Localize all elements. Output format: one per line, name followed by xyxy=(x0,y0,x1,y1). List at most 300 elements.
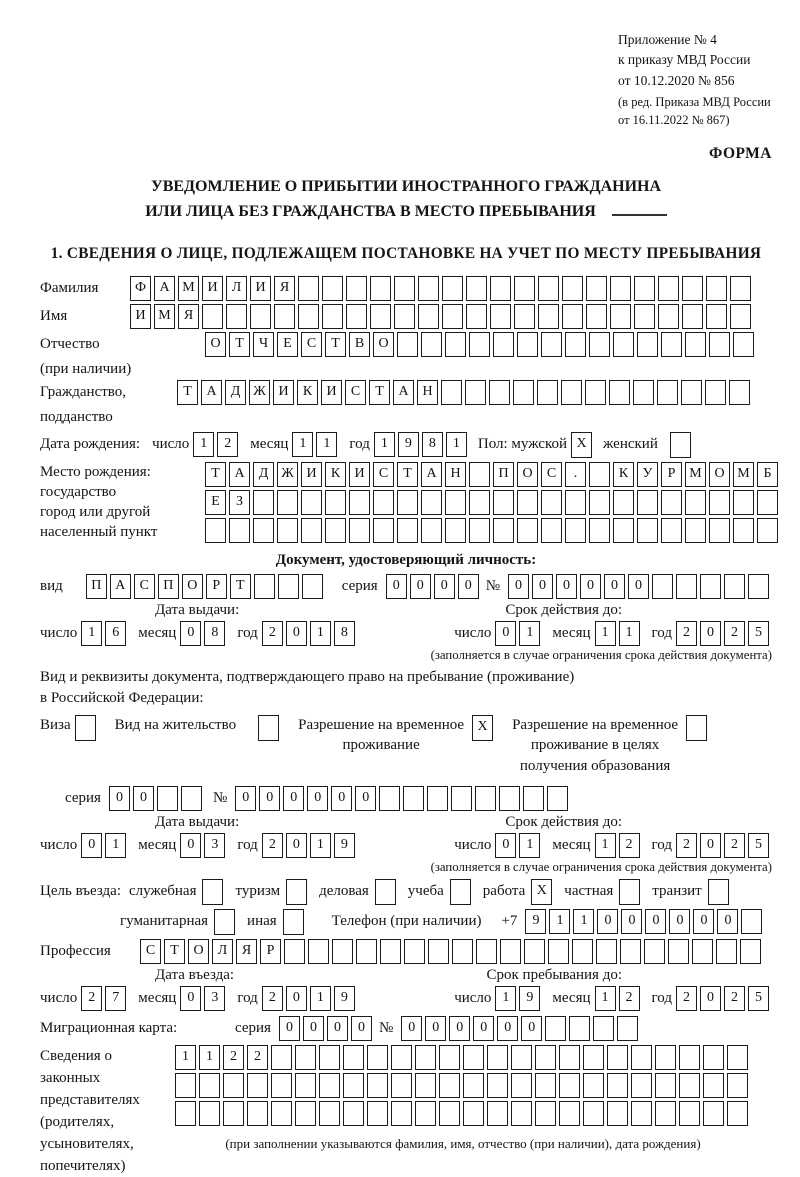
char-box[interactable] xyxy=(356,939,377,964)
char-box[interactable] xyxy=(175,1073,196,1098)
char-box[interactable]: 0 xyxy=(458,574,479,599)
char-box[interactable]: С xyxy=(541,462,562,487)
char-box[interactable] xyxy=(631,1073,652,1098)
char-box[interactable] xyxy=(633,380,654,405)
char-box[interactable]: И xyxy=(301,462,322,487)
char-box[interactable]: 3 xyxy=(204,833,225,858)
char-box[interactable] xyxy=(657,380,678,405)
char-box[interactable] xyxy=(319,1045,340,1070)
char-box[interactable] xyxy=(729,380,750,405)
char-box[interactable] xyxy=(202,304,223,329)
char-box[interactable] xyxy=(302,574,323,599)
char-box[interactable]: Ж xyxy=(277,462,298,487)
char-box[interactable] xyxy=(589,490,610,515)
char-box[interactable] xyxy=(295,1101,316,1126)
char-box[interactable] xyxy=(451,786,472,811)
char-box[interactable]: 1 xyxy=(619,621,640,646)
char-box[interactable] xyxy=(658,304,679,329)
char-box[interactable]: 0 xyxy=(700,833,721,858)
char-box[interactable]: 2 xyxy=(81,986,102,1011)
char-box[interactable]: О xyxy=(709,462,730,487)
char-box[interactable] xyxy=(535,1073,556,1098)
char-box[interactable]: 0 xyxy=(434,574,455,599)
char-box[interactable] xyxy=(583,1073,604,1098)
char-box[interactable] xyxy=(367,1073,388,1098)
char-box[interactable]: 0 xyxy=(580,574,601,599)
char-box[interactable] xyxy=(493,332,514,357)
char-box[interactable]: Т xyxy=(229,332,250,357)
char-box[interactable] xyxy=(499,786,520,811)
char-box[interactable] xyxy=(565,518,586,543)
char-box[interactable]: 2 xyxy=(262,621,283,646)
char-box[interactable] xyxy=(490,276,511,301)
char-box[interactable]: Я xyxy=(274,276,295,301)
char-box[interactable]: 0 xyxy=(286,986,307,1011)
char-box[interactable]: 0 xyxy=(303,1016,324,1041)
char-box[interactable] xyxy=(343,1045,364,1070)
char-box[interactable] xyxy=(223,1073,244,1098)
char-box[interactable] xyxy=(229,518,250,543)
purpose-private-checkbox[interactable] xyxy=(619,879,640,905)
char-box[interactable] xyxy=(565,490,586,515)
char-box[interactable]: И xyxy=(250,276,271,301)
char-box[interactable] xyxy=(644,939,665,964)
char-box[interactable] xyxy=(445,518,466,543)
char-box[interactable] xyxy=(421,490,442,515)
temp-permit-checkbox[interactable]: X xyxy=(472,715,493,741)
visa-checkbox[interactable] xyxy=(75,715,96,741)
char-box[interactable]: 0 xyxy=(355,786,376,811)
char-box[interactable]: Л xyxy=(212,939,233,964)
char-box[interactable]: 0 xyxy=(628,574,649,599)
char-box[interactable]: О xyxy=(182,574,203,599)
char-box[interactable] xyxy=(709,518,730,543)
char-box[interactable] xyxy=(565,332,586,357)
temp-permit-edu-checkbox[interactable] xyxy=(686,715,707,741)
char-box[interactable] xyxy=(652,574,673,599)
char-box[interactable] xyxy=(157,786,178,811)
char-box[interactable]: 0 xyxy=(521,1016,542,1041)
char-box[interactable] xyxy=(271,1101,292,1126)
char-box[interactable] xyxy=(397,490,418,515)
char-box[interactable] xyxy=(463,1101,484,1126)
char-box[interactable] xyxy=(727,1073,748,1098)
char-box[interactable] xyxy=(301,490,322,515)
char-box[interactable]: Т xyxy=(164,939,185,964)
char-box[interactable]: 1 xyxy=(316,432,337,457)
char-box[interactable] xyxy=(586,276,607,301)
char-box[interactable] xyxy=(346,276,367,301)
char-box[interactable]: 1 xyxy=(519,833,540,858)
char-box[interactable]: 0 xyxy=(645,909,666,934)
char-box[interactable]: С xyxy=(134,574,155,599)
char-box[interactable] xyxy=(418,276,439,301)
char-box[interactable] xyxy=(373,490,394,515)
char-box[interactable]: 2 xyxy=(262,986,283,1011)
char-box[interactable] xyxy=(489,380,510,405)
char-box[interactable] xyxy=(655,1045,676,1070)
char-box[interactable] xyxy=(730,304,751,329)
char-box[interactable] xyxy=(394,304,415,329)
char-box[interactable]: 2 xyxy=(223,1045,244,1070)
char-box[interactable] xyxy=(559,1045,580,1070)
char-box[interactable]: А xyxy=(421,462,442,487)
char-box[interactable]: А xyxy=(393,380,414,405)
char-box[interactable] xyxy=(609,380,630,405)
char-box[interactable] xyxy=(733,332,754,357)
char-box[interactable] xyxy=(421,332,442,357)
char-box[interactable] xyxy=(658,276,679,301)
char-box[interactable]: 8 xyxy=(422,432,443,457)
char-box[interactable] xyxy=(295,1045,316,1070)
char-box[interactable]: 9 xyxy=(519,986,540,1011)
char-box[interactable] xyxy=(284,939,305,964)
char-box[interactable] xyxy=(343,1073,364,1098)
char-box[interactable]: 2 xyxy=(724,833,745,858)
char-box[interactable]: 2 xyxy=(676,833,697,858)
char-box[interactable] xyxy=(325,490,346,515)
char-box[interactable] xyxy=(541,332,562,357)
char-box[interactable]: 2 xyxy=(217,432,238,457)
char-box[interactable] xyxy=(367,1045,388,1070)
char-box[interactable]: 9 xyxy=(334,986,355,1011)
char-box[interactable] xyxy=(469,332,490,357)
char-box[interactable]: 0 xyxy=(449,1016,470,1041)
char-box[interactable]: 6 xyxy=(105,621,126,646)
char-box[interactable]: 9 xyxy=(525,909,546,934)
char-box[interactable]: 7 xyxy=(105,986,126,1011)
char-box[interactable] xyxy=(682,276,703,301)
char-box[interactable] xyxy=(397,518,418,543)
char-box[interactable]: 0 xyxy=(286,621,307,646)
char-box[interactable] xyxy=(586,304,607,329)
char-box[interactable] xyxy=(445,490,466,515)
char-box[interactable] xyxy=(441,380,462,405)
char-box[interactable] xyxy=(706,304,727,329)
char-box[interactable]: 1 xyxy=(292,432,313,457)
char-box[interactable]: И xyxy=(273,380,294,405)
char-box[interactable] xyxy=(322,276,343,301)
char-box[interactable]: 3 xyxy=(204,986,225,1011)
char-box[interactable]: Т xyxy=(205,462,226,487)
char-box[interactable]: 0 xyxy=(259,786,280,811)
char-box[interactable] xyxy=(583,1101,604,1126)
char-box[interactable] xyxy=(175,1101,196,1126)
char-box[interactable]: 0 xyxy=(604,574,625,599)
char-box[interactable] xyxy=(380,939,401,964)
char-box[interactable]: О xyxy=(517,462,538,487)
purpose-official-checkbox[interactable] xyxy=(202,879,223,905)
char-box[interactable] xyxy=(319,1073,340,1098)
char-box[interactable] xyxy=(655,1101,676,1126)
char-box[interactable]: С xyxy=(140,939,161,964)
char-box[interactable]: Я xyxy=(236,939,257,964)
char-box[interactable] xyxy=(322,304,343,329)
char-box[interactable] xyxy=(607,1073,628,1098)
purpose-work-checkbox[interactable]: X xyxy=(531,879,552,905)
char-box[interactable]: Т xyxy=(325,332,346,357)
char-box[interactable]: 1 xyxy=(193,432,214,457)
char-box[interactable] xyxy=(524,939,545,964)
char-box[interactable] xyxy=(538,304,559,329)
char-box[interactable] xyxy=(421,518,442,543)
char-box[interactable]: 0 xyxy=(109,786,130,811)
char-box[interactable] xyxy=(428,939,449,964)
char-box[interactable] xyxy=(620,939,641,964)
purpose-tourism-checkbox[interactable] xyxy=(286,879,307,905)
char-box[interactable] xyxy=(541,518,562,543)
char-box[interactable] xyxy=(535,1101,556,1126)
char-box[interactable]: 0 xyxy=(669,909,690,934)
char-box[interactable] xyxy=(298,276,319,301)
char-box[interactable] xyxy=(514,304,535,329)
char-box[interactable] xyxy=(757,518,778,543)
char-box[interactable]: О xyxy=(205,332,226,357)
char-box[interactable] xyxy=(445,332,466,357)
char-box[interactable]: Е xyxy=(277,332,298,357)
char-box[interactable] xyxy=(559,1101,580,1126)
char-box[interactable]: И xyxy=(321,380,342,405)
char-box[interactable]: 1 xyxy=(310,833,331,858)
char-box[interactable] xyxy=(391,1073,412,1098)
char-box[interactable] xyxy=(637,332,658,357)
char-box[interactable]: Ф xyxy=(130,276,151,301)
char-box[interactable] xyxy=(403,786,424,811)
char-box[interactable]: 1 xyxy=(446,432,467,457)
char-box[interactable]: Б xyxy=(757,462,778,487)
char-box[interactable] xyxy=(716,939,737,964)
char-box[interactable]: 0 xyxy=(425,1016,446,1041)
char-box[interactable]: 0 xyxy=(180,621,201,646)
char-box[interactable] xyxy=(733,518,754,543)
char-box[interactable] xyxy=(541,490,562,515)
char-box[interactable] xyxy=(308,939,329,964)
char-box[interactable] xyxy=(517,518,538,543)
residence-permit-checkbox[interactable] xyxy=(258,715,279,741)
char-box[interactable] xyxy=(562,304,583,329)
char-box[interactable]: 5 xyxy=(748,621,769,646)
char-box[interactable]: 1 xyxy=(595,986,616,1011)
char-box[interactable] xyxy=(706,276,727,301)
char-box[interactable]: 0 xyxy=(307,786,328,811)
char-box[interactable] xyxy=(404,939,425,964)
char-box[interactable]: 0 xyxy=(401,1016,422,1041)
char-box[interactable]: 1 xyxy=(374,432,395,457)
char-box[interactable] xyxy=(547,786,568,811)
char-box[interactable]: Д xyxy=(253,462,274,487)
char-box[interactable]: 0 xyxy=(331,786,352,811)
char-box[interactable]: О xyxy=(188,939,209,964)
char-box[interactable] xyxy=(277,518,298,543)
char-box[interactable]: М xyxy=(685,462,706,487)
purpose-study-checkbox[interactable] xyxy=(450,879,471,905)
char-box[interactable] xyxy=(724,574,745,599)
char-box[interactable] xyxy=(637,518,658,543)
char-box[interactable] xyxy=(319,1101,340,1126)
char-box[interactable] xyxy=(511,1101,532,1126)
char-box[interactable] xyxy=(349,490,370,515)
char-box[interactable]: С xyxy=(301,332,322,357)
char-box[interactable]: К xyxy=(297,380,318,405)
char-box[interactable] xyxy=(274,304,295,329)
char-box[interactable]: И xyxy=(349,462,370,487)
char-box[interactable] xyxy=(703,1101,724,1126)
char-box[interactable]: 1 xyxy=(519,621,540,646)
char-box[interactable] xyxy=(278,574,299,599)
char-box[interactable] xyxy=(247,1101,268,1126)
char-box[interactable] xyxy=(439,1073,460,1098)
char-box[interactable]: И xyxy=(202,276,223,301)
char-box[interactable] xyxy=(583,1045,604,1070)
char-box[interactable]: 0 xyxy=(597,909,618,934)
char-box[interactable] xyxy=(415,1101,436,1126)
char-box[interactable] xyxy=(465,380,486,405)
char-box[interactable] xyxy=(469,462,490,487)
char-box[interactable] xyxy=(637,490,658,515)
char-box[interactable] xyxy=(250,304,271,329)
char-box[interactable] xyxy=(493,490,514,515)
purpose-transit-checkbox[interactable] xyxy=(708,879,729,905)
char-box[interactable] xyxy=(740,939,761,964)
char-box[interactable]: 0 xyxy=(279,1016,300,1041)
char-box[interactable]: Р xyxy=(206,574,227,599)
char-box[interactable] xyxy=(538,276,559,301)
char-box[interactable]: 0 xyxy=(386,574,407,599)
char-box[interactable] xyxy=(682,304,703,329)
char-box[interactable]: Е xyxy=(205,490,226,515)
char-box[interactable] xyxy=(367,1101,388,1126)
char-box[interactable]: 0 xyxy=(180,986,201,1011)
char-box[interactable] xyxy=(277,490,298,515)
char-box[interactable] xyxy=(537,380,558,405)
sex-male-checkbox[interactable]: X xyxy=(571,432,592,458)
char-box[interactable]: Т xyxy=(369,380,390,405)
char-box[interactable]: 1 xyxy=(549,909,570,934)
char-box[interactable] xyxy=(634,276,655,301)
char-box[interactable] xyxy=(514,276,535,301)
char-box[interactable] xyxy=(513,380,534,405)
char-box[interactable]: 0 xyxy=(283,786,304,811)
char-box[interactable]: 0 xyxy=(532,574,553,599)
char-box[interactable] xyxy=(523,786,544,811)
char-box[interactable] xyxy=(703,1073,724,1098)
char-box[interactable]: 0 xyxy=(133,786,154,811)
char-box[interactable] xyxy=(631,1101,652,1126)
char-box[interactable] xyxy=(617,1016,638,1041)
char-box[interactable] xyxy=(610,304,631,329)
char-box[interactable] xyxy=(676,574,697,599)
char-box[interactable] xyxy=(370,276,391,301)
char-box[interactable]: Н xyxy=(417,380,438,405)
char-box[interactable] xyxy=(733,490,754,515)
char-box[interactable]: М xyxy=(733,462,754,487)
char-box[interactable]: М xyxy=(178,276,199,301)
char-box[interactable]: 1 xyxy=(310,621,331,646)
char-box[interactable] xyxy=(301,518,322,543)
char-box[interactable] xyxy=(613,490,634,515)
char-box[interactable] xyxy=(681,380,702,405)
char-box[interactable] xyxy=(679,1073,700,1098)
char-box[interactable] xyxy=(271,1045,292,1070)
char-box[interactable] xyxy=(661,490,682,515)
char-box[interactable]: 1 xyxy=(310,986,331,1011)
char-box[interactable]: О xyxy=(373,332,394,357)
char-box[interactable]: 1 xyxy=(595,833,616,858)
char-box[interactable]: 0 xyxy=(621,909,642,934)
char-box[interactable] xyxy=(346,304,367,329)
char-box[interactable]: 0 xyxy=(351,1016,372,1041)
char-box[interactable]: 0 xyxy=(327,1016,348,1041)
char-box[interactable]: 0 xyxy=(717,909,738,934)
char-box[interactable]: П xyxy=(493,462,514,487)
char-box[interactable] xyxy=(613,332,634,357)
char-box[interactable]: 0 xyxy=(410,574,431,599)
char-box[interactable] xyxy=(748,574,769,599)
char-box[interactable] xyxy=(709,332,730,357)
char-box[interactable]: Л xyxy=(226,276,247,301)
char-box[interactable]: 1 xyxy=(105,833,126,858)
char-box[interactable] xyxy=(634,304,655,329)
char-box[interactable]: 8 xyxy=(204,621,225,646)
char-box[interactable] xyxy=(253,490,274,515)
char-box[interactable] xyxy=(427,786,448,811)
char-box[interactable]: В xyxy=(349,332,370,357)
char-box[interactable]: 0 xyxy=(180,833,201,858)
char-box[interactable] xyxy=(517,332,538,357)
char-box[interactable] xyxy=(391,1045,412,1070)
char-box[interactable] xyxy=(569,1016,590,1041)
char-box[interactable] xyxy=(517,490,538,515)
char-box[interactable]: Т xyxy=(230,574,251,599)
char-box[interactable] xyxy=(418,304,439,329)
char-box[interactable] xyxy=(661,518,682,543)
char-box[interactable]: 2 xyxy=(724,986,745,1011)
char-box[interactable] xyxy=(610,276,631,301)
char-box[interactable]: 0 xyxy=(693,909,714,934)
char-box[interactable]: С xyxy=(345,380,366,405)
char-box[interactable]: . xyxy=(565,462,586,487)
char-box[interactable] xyxy=(593,1016,614,1041)
char-box[interactable] xyxy=(415,1073,436,1098)
char-box[interactable] xyxy=(685,332,706,357)
char-box[interactable] xyxy=(685,518,706,543)
char-box[interactable]: 0 xyxy=(700,621,721,646)
char-box[interactable] xyxy=(205,518,226,543)
char-box[interactable]: 5 xyxy=(748,833,769,858)
char-box[interactable] xyxy=(181,786,202,811)
char-box[interactable]: К xyxy=(613,462,634,487)
char-box[interactable] xyxy=(271,1073,292,1098)
char-box[interactable] xyxy=(370,304,391,329)
char-box[interactable] xyxy=(607,1045,628,1070)
char-box[interactable] xyxy=(559,1073,580,1098)
char-box[interactable] xyxy=(589,332,610,357)
char-box[interactable] xyxy=(247,1073,268,1098)
char-box[interactable]: 1 xyxy=(595,621,616,646)
char-box[interactable]: Р xyxy=(260,939,281,964)
char-box[interactable]: З xyxy=(229,490,250,515)
char-box[interactable] xyxy=(466,276,487,301)
char-box[interactable] xyxy=(463,1045,484,1070)
char-box[interactable] xyxy=(668,939,689,964)
char-box[interactable]: И xyxy=(130,304,151,329)
char-box[interactable] xyxy=(545,1016,566,1041)
char-box[interactable] xyxy=(727,1045,748,1070)
char-box[interactable] xyxy=(548,939,569,964)
char-box[interactable]: П xyxy=(86,574,107,599)
char-box[interactable] xyxy=(394,276,415,301)
char-box[interactable] xyxy=(466,304,487,329)
